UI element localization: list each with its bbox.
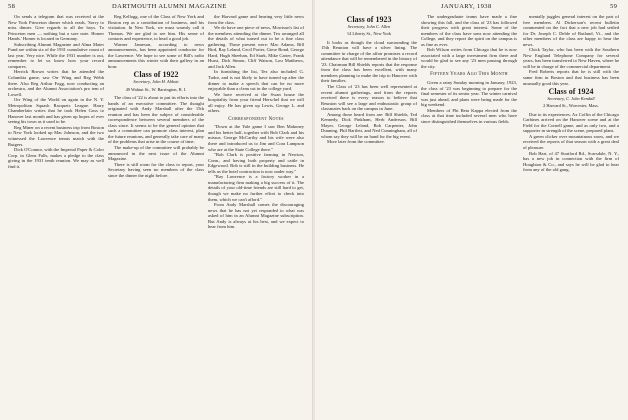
left-column-2 (108, 14, 204, 418)
right-running-head: JANUARY, 1938 (441, 3, 492, 10)
paragraph: Chick Taylor, who has been with the Southern New England Telephone Company for several years, has been transferred to New Haven, where he will be in charge of the commercial department. (523, 47, 619, 69)
paragraph: Orr Wing of the World on again in the N. Y. Metropolitan Squash Racquets League. Harry Chamberlain writes that he took Helen Goss to Hanover last month and has given up hopes of ever seeing his town as it used to be. (8, 97, 104, 125)
right-page (315, 0, 628, 420)
paragraph: From Andy Marshall comes the discouraging news that he has not yet responded to what was asked of him in an Alumni Magazine subscription. But Andy is always at his best, and we expect to hear from him. (208, 202, 304, 230)
paragraph: Among those heard from are: Bill Shields, Ted Kennedy, Dick Pinkham, Herb Anderson, Bill Mayer, George Leland, Bob Carpenter, John Dunning, Phil Bartlett, and Ned Cunningham, all of whom say they will be on hand for the big event. (321, 111, 417, 139)
class-heading: Class of 1923 (346, 15, 392, 24)
paragraph: On sends a telegram that was received at the New York Princeton dinner which reads, 'Sorry to miss dinner. Give regards to all the boys. To Princeton men — nothing but a sore note. Homer Hands.' Homer is located in Germany. (8, 14, 104, 42)
paragraph: Warner Jameson, according to news announcements, has been appointed conductor for the Lawrence. We hope to see some of Bill's radio announcements this winter with their gallery in an hour. (108, 41, 204, 69)
paragraph: More later from the committee. (327, 139, 385, 145)
paragraph: It looks as though the cloud surrounding the 15th Reunion will have a silver lining. The committee in charge of the affair promises a record attendance that will be remembered in the history of '23. Chairman Bill Shields reports that the response from the class has been excellent, with many members planning to make the trip to Hanover with their families. (321, 39, 417, 84)
class-heading: Class of 1924 (548, 87, 594, 97)
left-column-1 (8, 14, 104, 418)
paragraph: Members of Phi Beta Kappa elected from the class at that time included several men who have since distinguished themselves in various fields. (421, 107, 517, 124)
section-subhead: Fifteen Years Ago This Month (430, 72, 508, 78)
paragraph: The undergraduate teams have made a fine showing this fall, and the class of '23 has followed their progress with great interest. Some of the members of the class have sons now attending the College, and they report the spirit on the campus is as fine as ever. (421, 14, 517, 47)
paragraph: "Ray Lawrence is a factory worker in a manufacturing firm making a big success of it. The details of your old-time friends are still hard to get, though we make no further effort to check into them, which we can't afford." (208, 174, 304, 202)
paragraph: Fred Roberts reports that he is still with the same firm in Boston and that business has been unusually good this year. (523, 69, 619, 86)
right-page-number: 59 (610, 3, 618, 10)
paragraph: We do have one piece of news, Morrison's list of the members attending the dinner. Tex arranged all the details of what turned out to be a fine class gathering. Those present were: Mac Adams, Bill Bird, Ray Leland, Cecil Porter, Giese Bond, George Hard, Hugh Sheehan, Ed Stark, Mike Carter, Frank Hurst, Dick Simon, Cliff Watson, Lou Matthews, and Jack Allen. (208, 25, 304, 69)
secretary-line: Secretary, John C. Allen (347, 23, 391, 29)
paragraph: The make-up of the committee will probably be announced in the next issue of the Alumni Magazine. (108, 145, 204, 162)
paragraph: Reg Miner on a recent business trip from Boston to New York looked up Mac Johnson, and the two witnessed the Lawrence tennis match with the Rutgers. (8, 124, 104, 147)
paragraph: The class of '22 is about to put its efforts into the hands of an executive committee. The thought originated with Andy Marshall after the 15th reunion and has been the subject of considerable correspondence between several members of the class since. It seems to be the general opinion that such a committee can promote class interest, plan the future reunions, and generally take care of many of the problems that arise in the course of time. (108, 95, 204, 145)
right-column-2 (421, 14, 517, 418)
paragraph: the Harvard game and hearing very little news from the class. (208, 14, 304, 25)
paragraph: Dick O'Connor, with the Imperial Paper & Color Corp. in Glens Falls, makes a pledge to the class giving in the 1931 tenth reunion. We may as well find it. (8, 147, 104, 169)
address-line: 14 Liberty St., New York (346, 31, 392, 37)
paragraph: There is still room for the class to report, your Secretary having seen no members of the class since the dinner the night before. (108, 161, 204, 178)
paragraph: We have received at the Swan house the hospitality from your friend Herschel that we will all enjoy. He has given up Lewis, George L. and others. (208, 91, 304, 114)
paragraph: Due to its experiences, Ax Coffin of the Chicago Carbines arrived on the Hanover scene and at the Field for the Cornell game, and as only two, and a supporter in strength of the scene, prepared plans. (523, 111, 619, 134)
paragraph: mentally juggles general interest on the part of free members. Al Dickerson's recent bulletin commented on the fact that a new job had settled for Dr. Joseph C. Dehle of Rutland, Vt., and the other members of the class are happy to hear the news. (523, 14, 619, 47)
left-page (0, 0, 313, 420)
paragraph: In furnishing the list, Tex also included G. Tudor, and is not likely to have turned up after the dinner to make a speech that can be no more enjoyable than a clean cut in the college yard. (208, 69, 304, 92)
paragraph: Subscribing Alumni Magazine and Alma Mater Fund are within six of the 1931 cumulative count of last year. Very nice. While the 1931 number is out, remember to let us know how your record compares. (8, 41, 104, 69)
paragraph: Bob Hart, of 47 Stratford Rd., Scarsdale, N. Y., has a new job in connection with the firm of Houghton & Co., and says he will be glad to hear from any of the old gang. (523, 150, 619, 173)
paragraph: The Class of '23 has been well represented at recent alumni gatherings, and from the reports received there is every reason to believe that Reunion will see a large and enthusiastic group of classmates back on the campus in June. (321, 84, 417, 112)
paragraph: A green clicker over mountainous snow, and we received the reports of that season with a great deal of pleasure. (523, 133, 619, 151)
paragraph: Given a rainy Sunday morning in January, 1923, the class of '23 was beginning to prepare for the final semester of its senior year. The winter carnival was just ahead, and plans were being made for the big weekend. (421, 80, 517, 108)
secretary-line: Secretary, John H. Abbott (133, 79, 179, 85)
left-page-number: 58 (8, 3, 16, 10)
paragraph: Bob Wilson writes from Chicago that he is now associated with a large investment firm there and would be glad to see any '23 men passing through the city. (421, 47, 517, 69)
paragraph: "Bob Clark is positive farming in Newton, Conn., and having both property and cattle in Edgewood. Bob is still in the building business. He tells us the hotel contraction is now under way." (208, 152, 304, 174)
left-running-head: DARTMOUTH ALUMNI MAGAZINE (112, 3, 227, 10)
section-subhead: Correspondent Notes (228, 116, 284, 122)
paragraph: Reg Kellogg, one of the Class of New York and Boston rep as a contribution of business, and his visitation. In New York, we must warmly call it Thomas. We are glad to see him. His sense of contacts and experience, to head a good job. (108, 14, 204, 42)
paragraph: "Down at the Yale game I saw Ben Mahoney and his better half, together with Bob Clark and his missus. George McCarthy and his wife were also there and introduced us to Jim and Cora Lampson who are at the State College there." (208, 124, 304, 152)
left-column-3 (208, 14, 304, 418)
paragraph: Herrick Brown writes that he attended the Columbia game, saw Orr Wing and Reg Webb there. Also Reg Arthur Fogg, now conducting an orchestra, and the Alumni Association's pro tem of Lowell. (8, 69, 104, 97)
secretary-line: Secretary, C. John Kendall (547, 95, 595, 101)
address-line: 49 Walnut St., W. Barrington, R. I. (125, 86, 187, 92)
right-column-3 (523, 14, 619, 418)
class-heading: Class of 1922 (133, 70, 179, 80)
right-column-1 (321, 14, 417, 418)
address-line: 2 Harvard St., Worcester, Mass. (543, 103, 599, 109)
